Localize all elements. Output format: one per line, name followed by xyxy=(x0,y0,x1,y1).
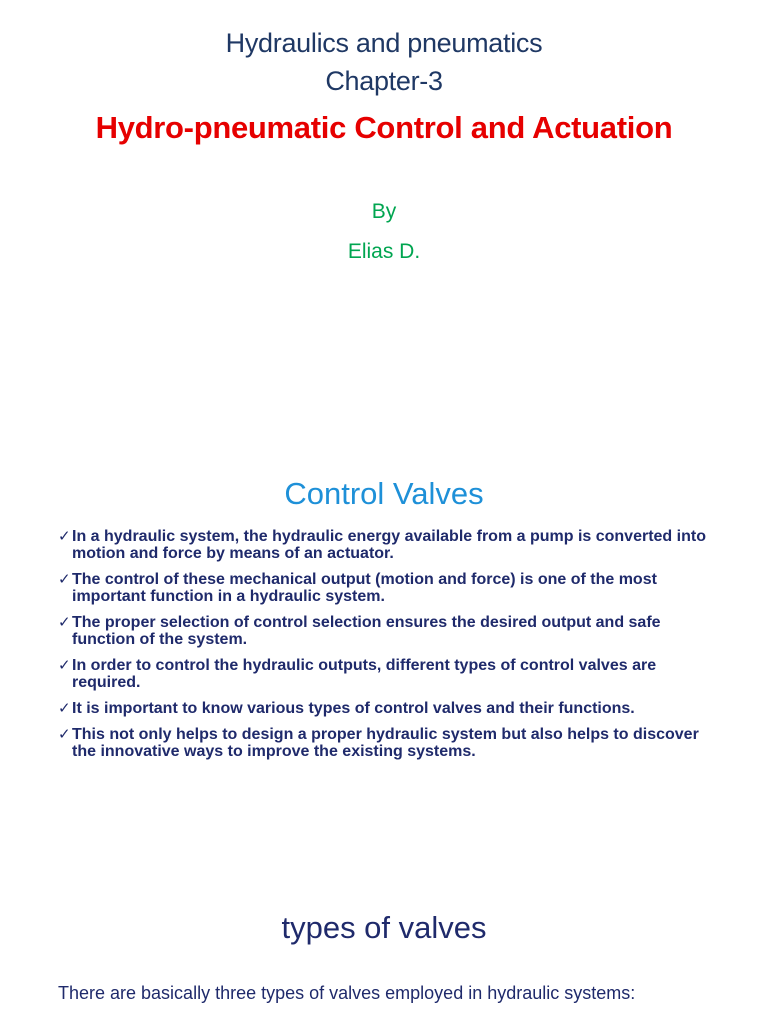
bullet-text: In a hydraulic system, the hydraulic energy available from a pump is converted into motion and force by means of an actuator. xyxy=(72,528,706,562)
bullet-text: This not only helps to design a proper hydraulic system but also helps to discover the innovative ways to improve the existing systems. xyxy=(72,726,699,760)
slide3-intro-text: There are basically three types of valves employed in hydraulic systems: xyxy=(58,983,636,1003)
slide1-author: Elias D. xyxy=(347,240,421,263)
check-mark-icon: ✓ xyxy=(58,700,71,717)
bullet-text: The control of these mechanical output (motion and force) is one of the most important function in a hydraulic system. xyxy=(72,571,657,605)
bullet-item xyxy=(58,700,718,717)
bullet-text: It is important to know various types of control valves and their functions. xyxy=(72,700,635,717)
bullet-item xyxy=(58,528,718,562)
slide1-subtitle: Hydro-pneumatic Control and Actuation xyxy=(95,110,673,145)
bullet-item xyxy=(58,726,718,760)
slide1-title-line1: Hydraulics and pneumatics xyxy=(225,28,543,58)
check-mark-icon: ✓ xyxy=(58,571,71,588)
bullet-item xyxy=(58,571,718,605)
slide3-title: types of valves xyxy=(281,910,487,945)
bullet-item xyxy=(58,657,718,691)
control-valves-bullet-list xyxy=(58,528,718,769)
check-mark-icon: ✓ xyxy=(58,528,71,545)
slide1-by-label: By xyxy=(371,200,397,223)
slide2-title: Control Valves xyxy=(284,476,484,511)
bullet-item xyxy=(58,614,718,648)
check-mark-icon: ✓ xyxy=(58,657,71,674)
bullet-text: The proper selection of control selection ensures the desired output and safe function of the system. xyxy=(72,614,661,648)
check-mark-icon: ✓ xyxy=(58,614,71,631)
bullet-text: In order to control the hydraulic outputs, different types of control valves are required. xyxy=(72,657,657,691)
check-mark-icon: ✓ xyxy=(58,726,71,743)
slide1-title-line2: Chapter-3 xyxy=(325,66,443,96)
